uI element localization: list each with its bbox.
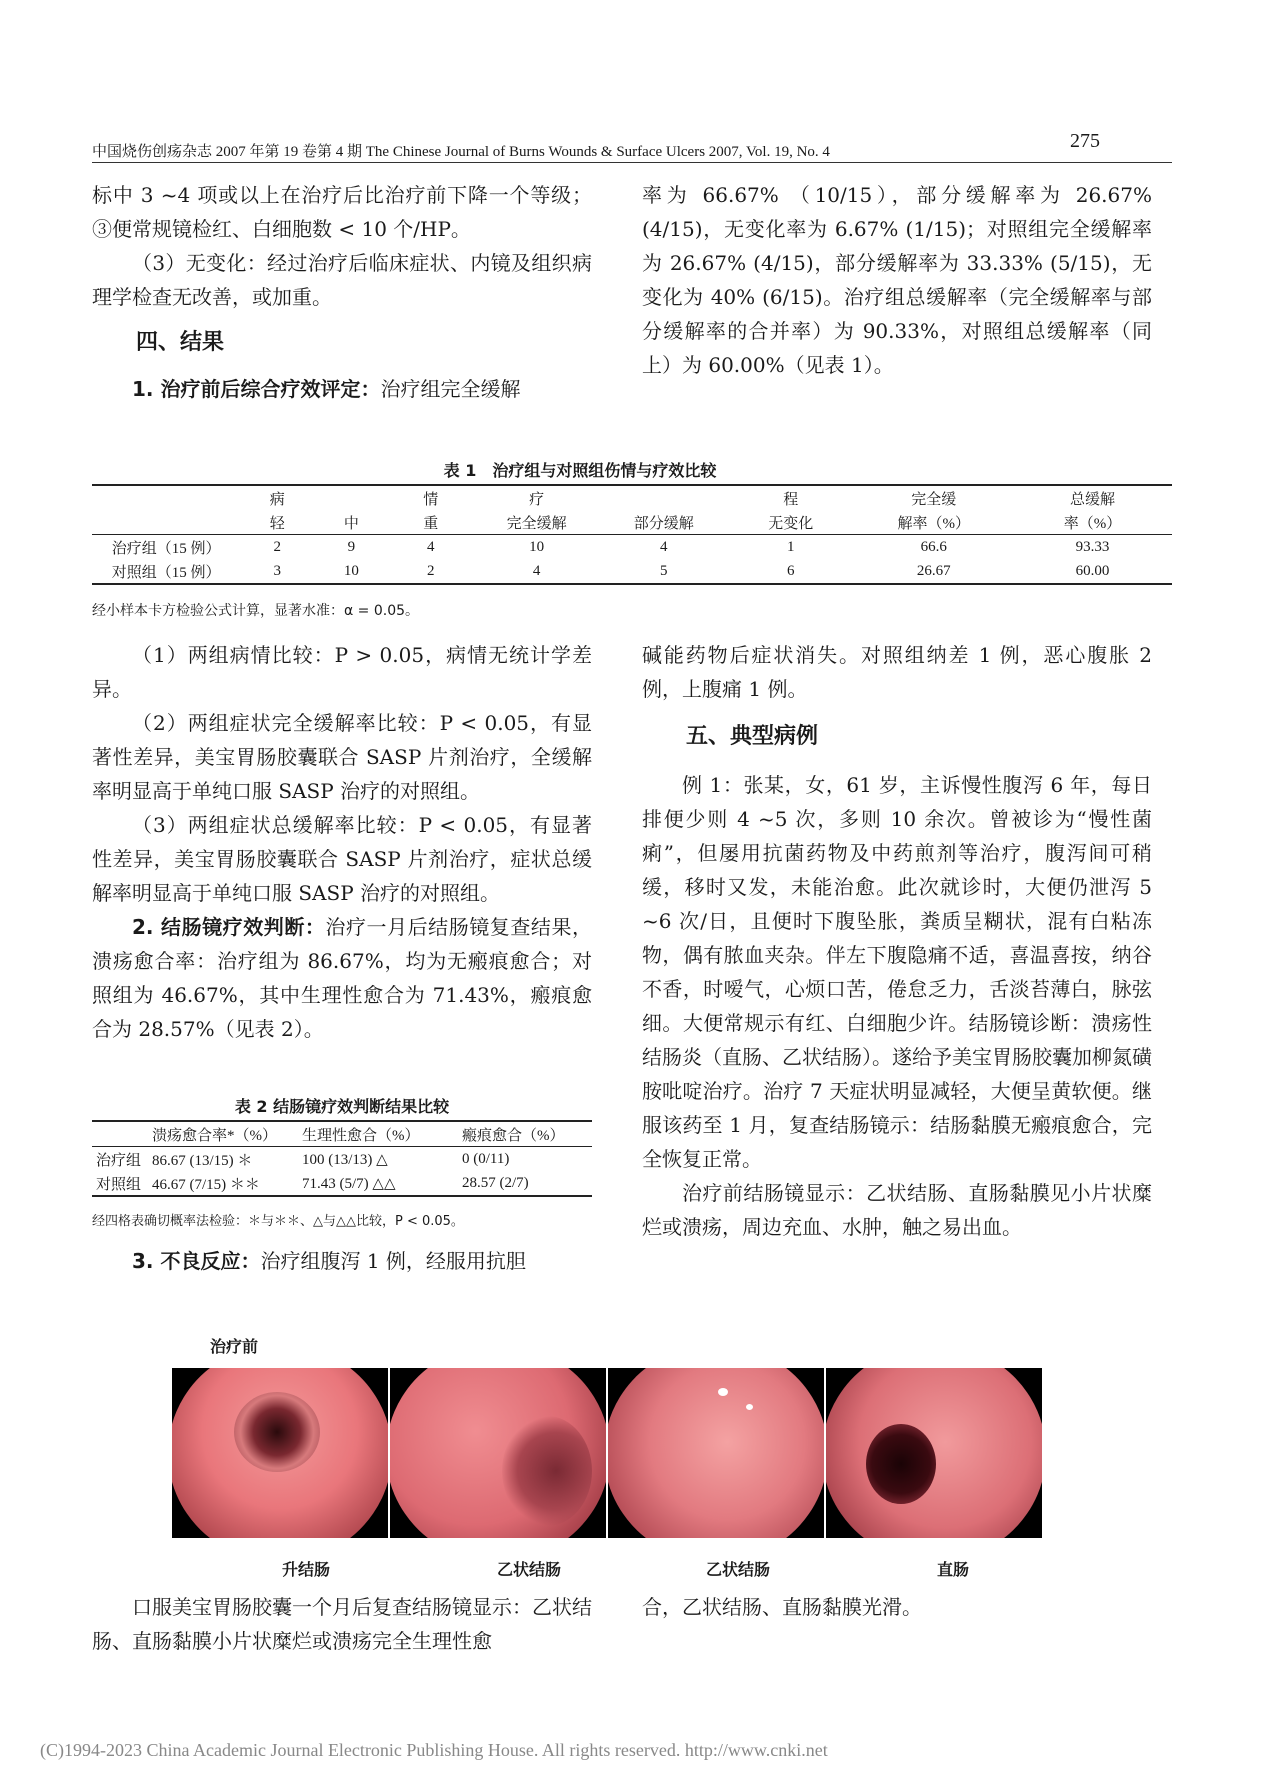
figure-caption: 升结肠 bbox=[282, 1560, 331, 1579]
endoscopy-image-1 bbox=[172, 1368, 388, 1538]
table-cell: 46.67 (7/15) ＊＊ bbox=[152, 1176, 260, 1193]
table-cell: 完全缓解 bbox=[506, 515, 567, 532]
table-cell: 病 bbox=[269, 491, 285, 508]
paragraph: 治疗前结肠镜显示：乙状结肠、直肠黏膜见小片状糜烂或溃疡，周边充血、水肿，触之易出血。 bbox=[642, 1181, 1152, 1239]
table-cell: 治疗组（15 例） bbox=[111, 540, 221, 557]
table-cell: 部分缓解 bbox=[633, 515, 694, 532]
paragraph: 碱能药物后症状消失。对照组纳差 1 例，恶心腹胀 2 例，上腹痛 1 例。 bbox=[642, 643, 1152, 701]
table-row bbox=[92, 535, 1172, 560]
table-cell: 对照组 bbox=[96, 1176, 142, 1193]
table-row bbox=[92, 1147, 592, 1172]
table-cell: 66.6 bbox=[920, 538, 947, 555]
table2-note: 经四格表确切概率法检验：＊与＊＊、△与△△比较，P < 0.05。 bbox=[92, 1214, 464, 1229]
paragraph: （3）两组症状总缓解率比较：P < 0.05，有显著性差异，美宝胃肠胶囊联合 SASP 片剂治疗，症状总缓解率明显高于单纯口服 SASP 治疗的对照组。 bbox=[92, 813, 592, 905]
table1 bbox=[92, 484, 1172, 585]
table-cell: 治疗组 bbox=[96, 1152, 142, 1169]
figure-label: 治疗前 bbox=[210, 1337, 259, 1356]
figure-caption: 直肠 bbox=[937, 1560, 970, 1579]
table-cell bbox=[92, 1122, 148, 1147]
subheading: 3. 不良反应： bbox=[132, 1249, 261, 1273]
lumen-dark bbox=[866, 1424, 936, 1504]
table-cell bbox=[314, 486, 388, 510]
mucosal-fold bbox=[502, 1416, 592, 1526]
table-cell: 轻 bbox=[269, 515, 285, 532]
table-cell: 6 bbox=[787, 562, 795, 579]
table1-header-row-2 bbox=[92, 510, 1172, 535]
table-cell: 100 (13/13) △ bbox=[302, 1151, 388, 1168]
page-number: 275 bbox=[1070, 130, 1100, 152]
table-cell bbox=[600, 486, 727, 510]
subheading-text: 治疗一月后结肠镜复查结果，溃疡愈合率：治疗组为 86.67%，均为无瘢痕愈合；对照组为 46.67%，其中生理性愈合为 71.43%，瘢痕愈合为 28.57%（见表 2）。 bbox=[92, 915, 593, 1041]
paragraph: 率为 66.67% （10/15），部分缓解率为 26.67% (4/15)，无变化率为 6.67% (1/15)；对照组完全缓解率为 26.67% (4/15)，部分缓解率为 33.33% (5/15)，无变化为 40% (6/15)。治疗组总缓解率（完全缓解率与部分缓解率的合并率）为 90.33%，对照组总缓解率（同上）为 60.00%（见表 1）。 bbox=[642, 183, 1152, 377]
table-cell: 60.00 bbox=[1075, 562, 1110, 579]
table-row bbox=[92, 559, 1172, 583]
lumen-ring bbox=[234, 1392, 320, 1472]
table1-grid bbox=[92, 486, 1172, 583]
paragraph: 标中 3 ~4 项或以上在治疗后比治疗前下降一个等级；③便常规镜检红、白细胞数 < 10 个/HP。 bbox=[92, 183, 592, 241]
table-cell: 程 bbox=[783, 491, 799, 508]
figure-caption: 乙状结肠 bbox=[706, 1560, 771, 1579]
table-cell: 情 bbox=[423, 491, 439, 508]
table-cell: 4 bbox=[532, 562, 541, 579]
sub3-paragraph bbox=[92, 1244, 592, 1278]
header-rule bbox=[92, 162, 1172, 163]
paragraph: （3）无变化：经过治疗后临床症状、内镜及组织病理学检查无改善，或加重。 bbox=[92, 251, 592, 309]
mucosa bbox=[608, 1368, 824, 1538]
paragraph: 例 1：张某，女，61 岁，主诉慢性腹泻 6 年，每日排便少则 4 ~5 次，多则 10 余次。曾被诊为“慢性菌痢”，但屡用抗菌药物及中药煎剂等治疗，腹泻间可稍缓，移时又发，未能治愈。此次就诊时，大便仍泄泻 5 ~6 次/日，且便时下腹坠胀，粪质呈糊状，混有白粘冻物，偶有脓血夹杂。伴左下腹隐痛不适，喜温喜按，纳谷不香，时嗳气，心烦口苦，倦怠乏力，舌淡苔薄白，脉弦细。大便常规示有红、白细胞少许。结肠镜诊断：溃疡性结肠炎（直肠、乙状结肠）。遂给予美宝胃肠胶囊加柳氮磺胺吡啶治疗。治疗 7 天症状明显减轻，大便呈黄软便。继服该药至 1 月，复查结肠镜示：结肠黏膜无瘢痕愈合，完全恢复正常。 bbox=[642, 773, 1152, 1171]
table-cell: 0 (0/11) bbox=[462, 1150, 510, 1167]
subheading-text: 治疗组完全缓解 bbox=[380, 377, 521, 401]
subheading-text: 治疗组腹泻 1 例，经服用抗胆 bbox=[260, 1249, 526, 1273]
table-cell: 9 bbox=[347, 538, 356, 555]
table-cell: 对照组（15 例） bbox=[111, 564, 221, 581]
table1-bottom-rule bbox=[92, 583, 1172, 585]
table-cell: 2 bbox=[273, 538, 282, 555]
table-cell: 26.67 bbox=[916, 562, 951, 579]
table2-caption: 表 2 结肠镜疗效判断结果比较 bbox=[234, 1097, 450, 1116]
subheading: 2. 结肠镜疗效判断： bbox=[132, 915, 326, 939]
endoscopy-image-3 bbox=[608, 1368, 824, 1538]
paragraph bbox=[92, 1244, 592, 1278]
running-header: 中国烧伤创疡杂志 2007 年第 19 卷第 4 期 The Chinese Journal of Burns Wounds & Surface Ulcers 2007, Vol. 19, No. 4 bbox=[92, 144, 830, 160]
copyright-footer: (C)1994-2023 China Academic Journal Electronic Publishing House. All rights reserved. http://www.cnki.net bbox=[40, 1740, 828, 1760]
bottom-right-text bbox=[642, 1590, 1152, 1624]
reflection-spot bbox=[746, 1404, 753, 1410]
bottom-left-text bbox=[92, 1590, 592, 1658]
table-cell: 总缓解 bbox=[1070, 491, 1116, 508]
section-heading: 四、结果 bbox=[136, 330, 225, 355]
table-cell: 10 bbox=[343, 562, 359, 579]
table-cell: 重 bbox=[423, 515, 439, 532]
table2-bottom-rule bbox=[92, 1195, 592, 1197]
table-cell: 71.43 (5/7) △△ bbox=[302, 1175, 396, 1192]
table-cell bbox=[92, 486, 240, 510]
table-cell: 生理性愈合（%） bbox=[302, 1127, 420, 1144]
table-cell: 溃疡愈合率*（%） bbox=[152, 1127, 277, 1144]
table-cell: 4 bbox=[427, 538, 435, 555]
paragraph bbox=[92, 372, 592, 406]
table-cell: 疗 bbox=[529, 491, 545, 508]
paragraph: 口服美宝胃肠胶囊一个月后复查结肠镜显示：乙状结肠、直肠黏膜小片状糜烂或溃疡完全生理性愈 bbox=[92, 1595, 592, 1653]
table1-header-row-1 bbox=[92, 486, 1172, 510]
table-cell: 28.57 (2/7) bbox=[462, 1174, 529, 1191]
table1-caption: 表 1 治疗组与对照组伤情与疗效比较 bbox=[443, 461, 717, 480]
table-cell: 解率（%） bbox=[897, 515, 970, 532]
paragraph: 合，乙状结肠、直肠黏膜光滑。 bbox=[642, 1595, 922, 1619]
reflection-spot bbox=[718, 1388, 728, 1396]
mid-right-column bbox=[642, 638, 1152, 1244]
table-cell: 1 bbox=[787, 538, 795, 555]
top-left-column bbox=[92, 178, 592, 406]
table-cell: 完全缓 bbox=[911, 491, 957, 508]
table-cell: 2 bbox=[427, 562, 435, 579]
paragraph bbox=[92, 910, 592, 1046]
table-cell: 86.67 (13/15) ＊ bbox=[152, 1152, 253, 1169]
endoscopy-image-4 bbox=[826, 1368, 1042, 1538]
table-cell: 3 bbox=[273, 562, 282, 579]
subheading: 1. 治疗前后综合疗效评定： bbox=[132, 377, 381, 401]
table1-note: 经小样本卡方检验公式计算，显著水准：α = 0.05。 bbox=[92, 603, 420, 619]
table-cell: 93.33 bbox=[1075, 538, 1110, 555]
endoscopy-image-2 bbox=[390, 1368, 606, 1538]
table2-grid bbox=[92, 1122, 592, 1195]
table-cell: 10 bbox=[529, 538, 545, 555]
table2 bbox=[92, 1120, 592, 1197]
table-cell: 率（%） bbox=[1063, 515, 1122, 532]
mid-left-column bbox=[92, 638, 592, 1046]
paragraph: （2）两组症状完全缓解率比较：P < 0.05，有显著性差异，美宝胃肠胶囊联合 SASP 片剂治疗，全缓解率明显高于单纯口服 SASP 治疗的对照组。 bbox=[92, 711, 592, 803]
table-cell: 中 bbox=[343, 515, 359, 532]
figure-caption: 乙状结肠 bbox=[497, 1560, 562, 1579]
table2-header-row bbox=[92, 1122, 592, 1147]
paragraph: （1）两组病情比较：P > 0.05，病情无统计学差异。 bbox=[92, 643, 592, 701]
table-cell: 5 bbox=[659, 562, 668, 579]
table-row bbox=[92, 1171, 592, 1195]
table-cell: 瘢痕愈合（%） bbox=[462, 1127, 565, 1144]
top-right-column bbox=[642, 178, 1152, 382]
table-cell bbox=[92, 510, 240, 535]
table-cell: 4 bbox=[659, 538, 668, 555]
section-heading: 五、典型病例 bbox=[686, 724, 819, 749]
table-cell: 无变化 bbox=[768, 515, 814, 532]
